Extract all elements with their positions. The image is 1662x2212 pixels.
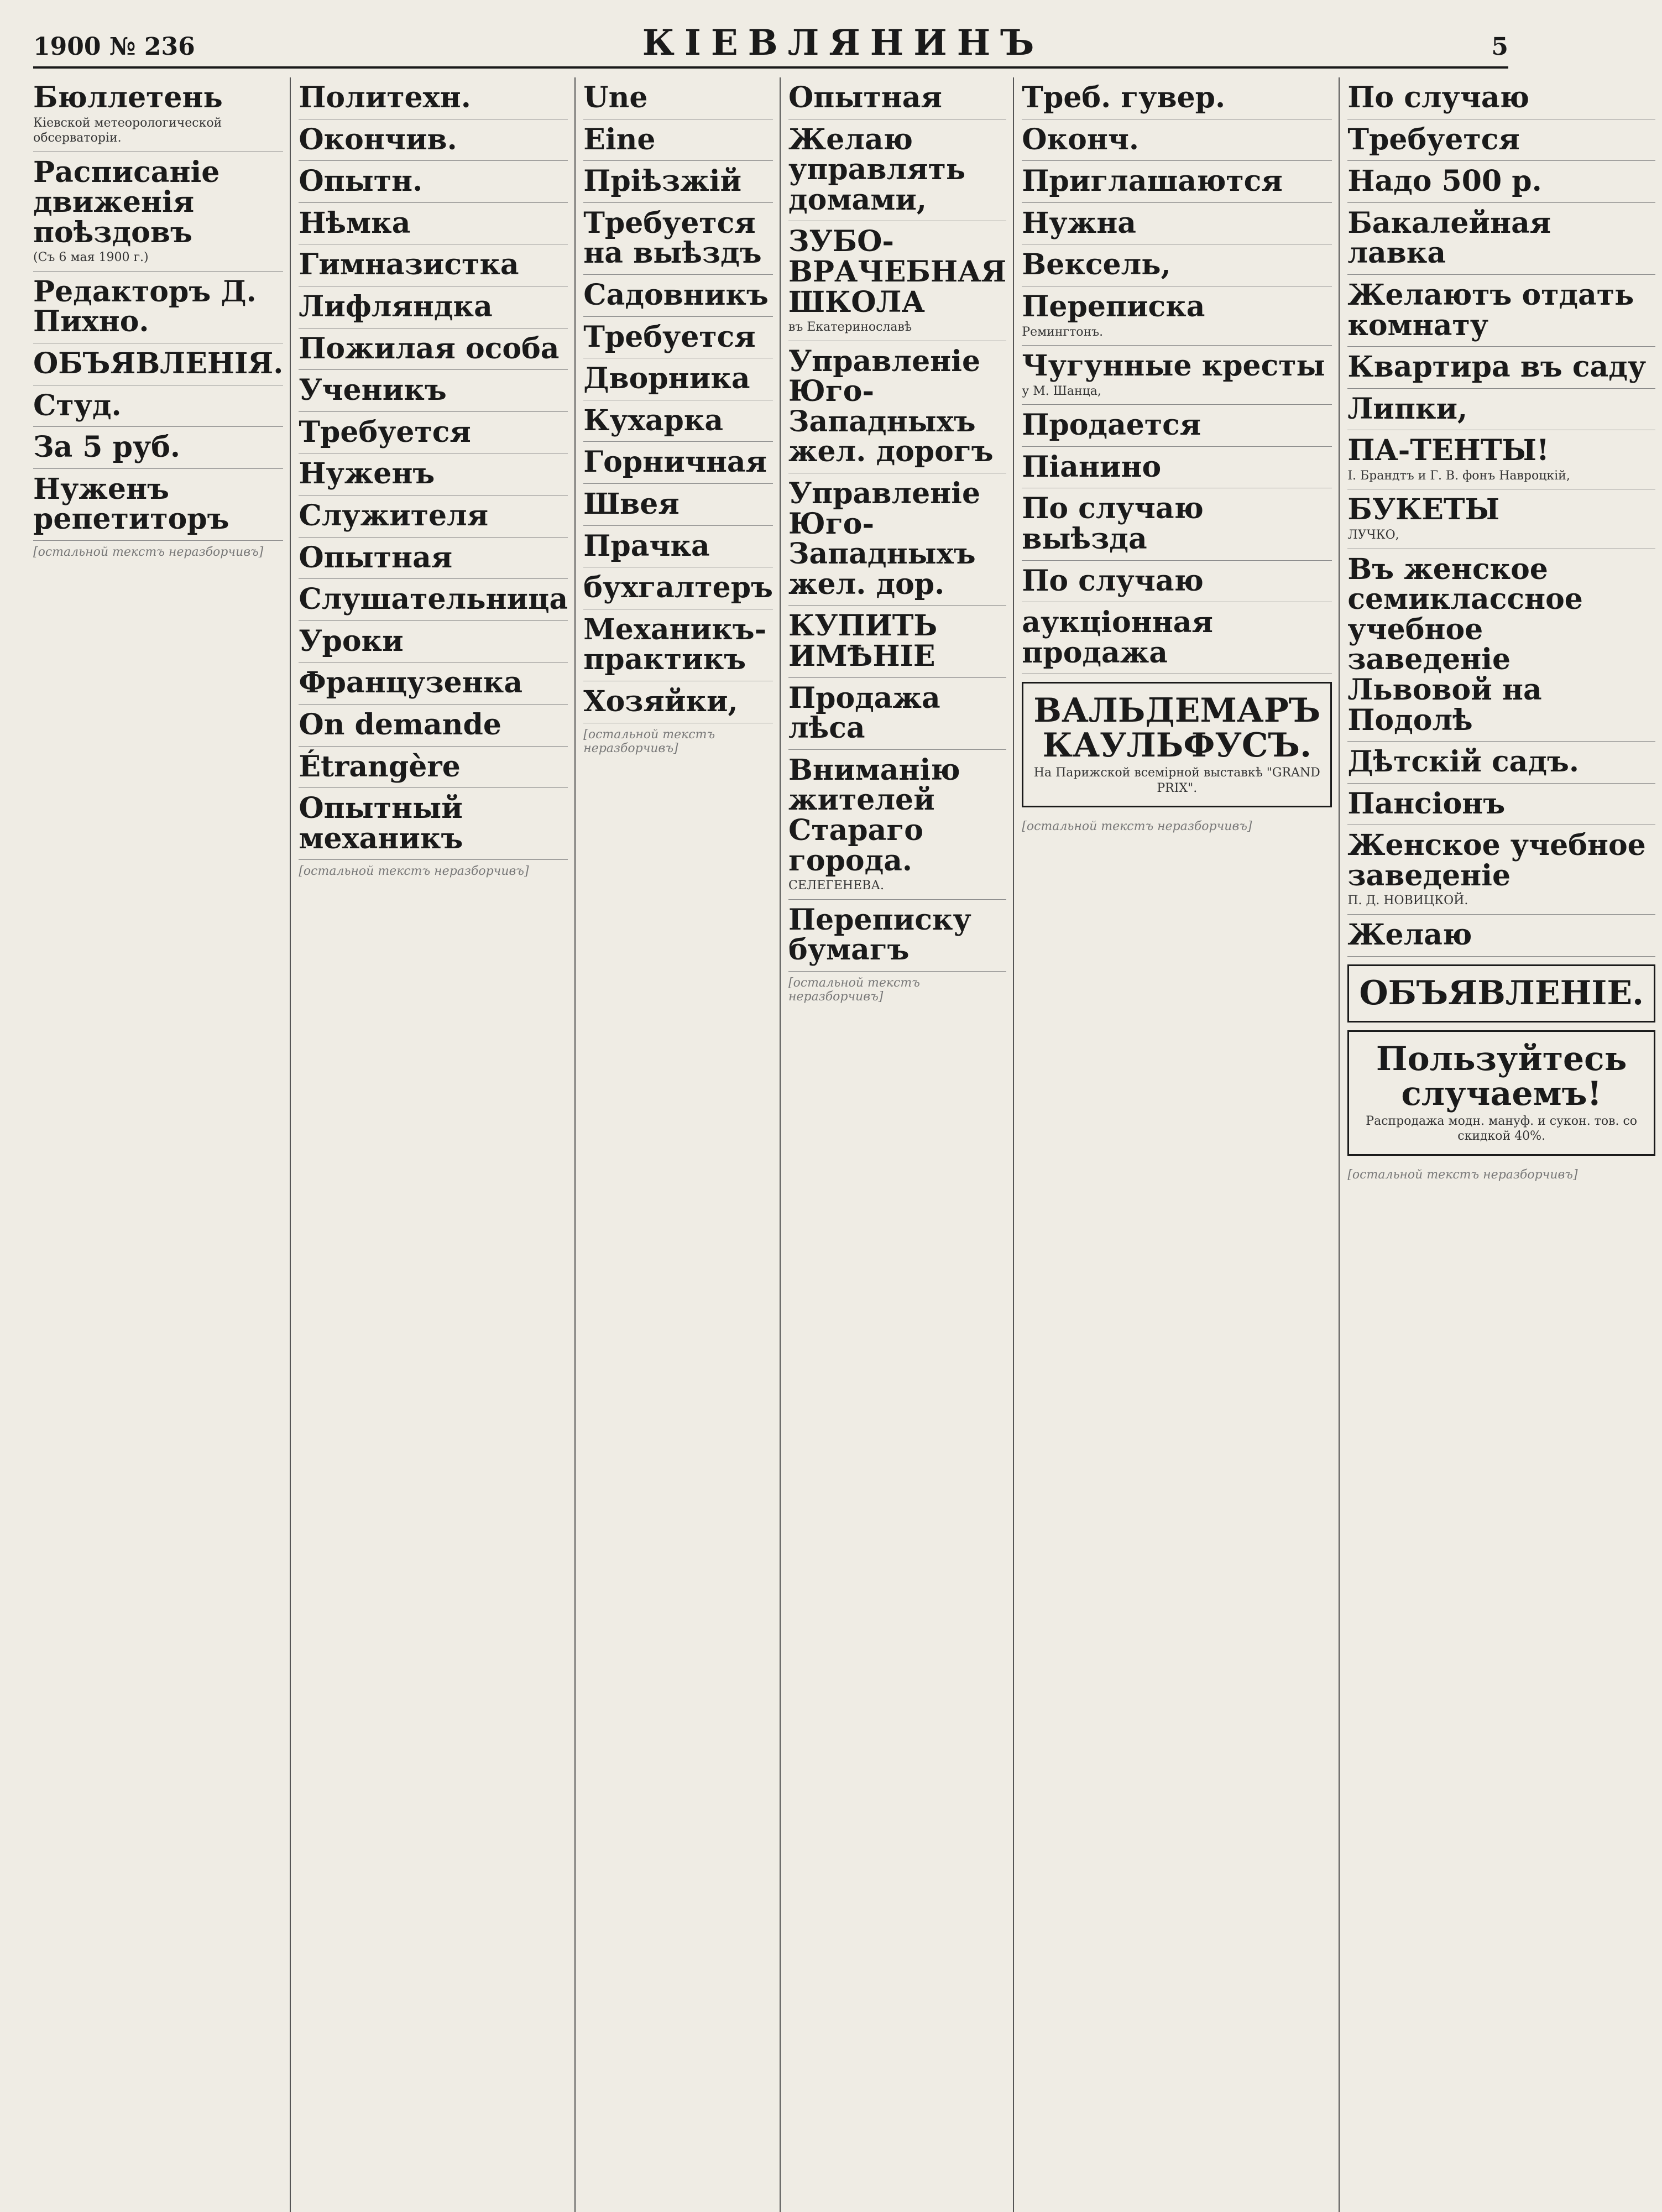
ad-headline: За 5 руб.	[33, 430, 181, 465]
classified-ad	[299, 328, 568, 371]
ad-body: СЕЛЕГЕНЕВА.	[788, 879, 884, 893]
ad-headline: Кухарка	[583, 403, 724, 437]
illegible-text-note: [остальной текстъ неразборчивъ]	[299, 864, 529, 879]
issue-number: 1900 № 236	[33, 33, 195, 61]
ad-headline: Пансіонъ	[1347, 786, 1506, 821]
classified-ad	[583, 484, 773, 526]
ad-headline: Вниманію жителей Стараго города.	[788, 753, 960, 878]
classified-ad	[788, 341, 1006, 473]
ad-headline: Піанино	[1022, 450, 1162, 484]
classified-ad	[583, 681, 773, 723]
ad-headline: ОБЪЯВЛЕНІЯ.	[33, 347, 284, 381]
ad-headline: Служителя	[299, 498, 489, 533]
ad-headline: Нѣмка	[299, 206, 411, 240]
classified-ad	[299, 747, 568, 789]
page-number: 5	[1491, 33, 1508, 61]
classified-ad	[33, 469, 283, 541]
display-ad-headline: Пользуйтесь случаемъ!	[1376, 1039, 1627, 1113]
classified-ad	[299, 370, 568, 412]
ad-headline: Приглашаются	[1022, 164, 1283, 199]
classified-ad	[299, 579, 568, 621]
classified-ad	[1022, 286, 1332, 346]
classified-ad	[1347, 742, 1655, 784]
classified-ad	[33, 385, 283, 427]
classified-ad	[583, 203, 773, 275]
column-2	[299, 77, 576, 2212]
classified-ad	[1022, 447, 1332, 489]
classified-ad	[1022, 602, 1332, 674]
classified-ad	[299, 705, 568, 747]
ad-headline: Механикъ-практикъ	[583, 612, 767, 677]
ad-body: въ Екатеринославѣ	[788, 320, 912, 335]
ad-headline: Прачка	[583, 529, 710, 563]
ad-headline: ЗУБО-ВРАЧЕБНАЯ ШКОЛА	[788, 225, 1007, 319]
ad-headline: On demande	[299, 707, 501, 742]
ad-headline: КУПИТЬ ИМѢНІЕ	[788, 609, 938, 673]
ad-headline: Требуется на выѣздъ	[583, 206, 762, 270]
ad-body: у М. Шанца,	[1022, 384, 1101, 398]
display-ad	[1022, 682, 1332, 807]
ad-headline: бухгалтеръ	[583, 571, 773, 605]
classified-ad	[33, 152, 283, 272]
column-6	[1347, 77, 1662, 2212]
ad-body: П. Д. НОВИЦКОЙ.	[1347, 894, 1468, 908]
display-ad	[1347, 964, 1655, 1022]
ad-headline: Французенка	[299, 666, 523, 700]
classified-ad	[1022, 77, 1332, 119]
classified-ad	[1347, 161, 1655, 203]
classified-ad	[299, 244, 568, 286]
ad-headline: Опытный механикъ	[299, 791, 463, 855]
ad-headline: Требуется	[299, 415, 471, 449]
classified-ad	[1347, 430, 1655, 489]
classified-ad	[299, 412, 568, 454]
classified-ad	[1347, 77, 1655, 119]
classified-ad	[299, 161, 568, 203]
classified-ad	[299, 538, 568, 580]
column-4	[788, 77, 1014, 2212]
ad-headline: Политехн.	[299, 81, 471, 114]
classified-ad	[33, 272, 283, 343]
masthead	[33, 22, 1508, 69]
classified-ad	[788, 900, 1006, 972]
ad-headline: По случаю	[1022, 564, 1204, 598]
ad-headline: Желаю	[1347, 917, 1472, 952]
illegible-text-note: [остальной текстъ неразборчивъ]	[788, 975, 920, 1004]
ad-columns	[33, 77, 1647, 2212]
display-ad-headline: ВАЛЬДЕМАРЪ КАУЛЬФУСЪ.	[1033, 691, 1321, 765]
classified-ad	[788, 678, 1006, 750]
ad-headline: Нужна	[1022, 206, 1136, 240]
classified-ad	[1022, 161, 1332, 203]
classified-ad	[583, 400, 773, 442]
classified-ad	[1022, 488, 1332, 560]
illegible-text-note: [остальной текстъ неразборчивъ]	[583, 727, 715, 755]
classified-ad	[1347, 825, 1655, 915]
ad-body: ЛУЧКО,	[1347, 528, 1399, 542]
classified-ad	[788, 606, 1006, 677]
ad-headline: Чугунные кресты	[1022, 349, 1325, 383]
ad-headline: Хозяйки,	[583, 684, 738, 718]
classified-ad	[583, 358, 773, 400]
ad-headline: Переписка	[1022, 289, 1205, 324]
classified-ad	[788, 77, 1006, 119]
ad-headline: Ученикъ	[299, 373, 447, 408]
classified-ad	[788, 119, 1006, 222]
ad-headline: Гимназистка	[299, 248, 519, 282]
ad-headline: Продается	[1022, 408, 1201, 442]
ad-headline: Квартира въ саду	[1347, 350, 1647, 384]
ad-headline: Требуется	[1347, 122, 1520, 156]
ad-headline: Слушательница	[299, 582, 568, 617]
ad-headline: Желаютъ отдать комнату	[1347, 278, 1634, 342]
ad-headline: Бюллетень	[33, 81, 223, 114]
ad-headline: Уроки	[299, 624, 404, 658]
ad-headline: Швея	[583, 487, 680, 521]
classified-ad	[1022, 346, 1332, 405]
ad-headline: Требуется	[583, 320, 756, 354]
classified-ad	[788, 221, 1006, 341]
classified-ad	[583, 567, 773, 609]
classified-ad	[1022, 561, 1332, 603]
illegible-text-note: [остальной текстъ неразборчивъ]	[1022, 820, 1252, 834]
classified-ad	[1347, 389, 1655, 431]
ad-body: Ремингтонъ.	[1022, 325, 1104, 339]
ad-headline: Желаю управлять домами,	[788, 122, 966, 217]
ad-headline: Садовникъ	[583, 278, 769, 312]
classified-ad	[1347, 275, 1655, 347]
ad-headline: Студ.	[33, 388, 122, 422]
ad-headline: Нуженъ репетиторъ	[33, 472, 229, 536]
ad-headline: Окончив.	[299, 122, 457, 156]
display-ad-body: На Парижской всемірной выставкѣ "GRAND PRIX".	[1033, 766, 1320, 795]
ad-headline: Расписаніе движенія поѣздовъ	[33, 155, 220, 249]
ad-headline: По случаю выѣзда	[1022, 492, 1204, 556]
classified-ad	[299, 662, 568, 705]
ad-headline: Пріѣзжій	[583, 164, 742, 199]
display-ad-body: Распродажа модн. мануф. и сукон. тов. со скидкой 40%.	[1366, 1114, 1638, 1144]
ad-body: (Съ 6 мая 1900 г.)	[33, 251, 149, 265]
ad-headline: Горничная	[583, 445, 767, 479]
classified-ad	[583, 119, 773, 161]
display-ad	[1347, 1030, 1655, 1156]
classified-ad	[1347, 784, 1655, 826]
ad-headline: Управленіе Юго-Западныхъ жел. дорогъ	[788, 344, 994, 469]
classified-ad	[1347, 549, 1655, 742]
illegible-text-note: [остальной текстъ неразборчивъ]	[33, 545, 264, 560]
ad-headline: Женское учебное заведеніе	[1347, 828, 1646, 893]
classified-ad	[1022, 119, 1332, 161]
classified-ad	[583, 526, 773, 568]
classified-ad	[33, 77, 283, 152]
ad-headline: Опытная	[299, 540, 453, 575]
classified-ad	[788, 750, 1006, 900]
classified-ad	[583, 161, 773, 203]
ad-headline: Опытная	[788, 81, 942, 114]
classified-ad	[583, 275, 773, 317]
illegible-text-note: [остальной текстъ неразборчивъ]	[1347, 1167, 1578, 1182]
ad-headline: Переписку бумагъ	[788, 902, 971, 967]
classified-ad	[583, 442, 773, 484]
classified-ad	[299, 286, 568, 328]
ad-headline: Пожилая особа	[299, 331, 560, 366]
classified-ad	[33, 427, 283, 469]
classified-ad	[583, 609, 773, 681]
ad-headline: Липки,	[1347, 392, 1468, 426]
ad-headline: ПА-ТЕНТЫ!	[1347, 434, 1549, 468]
ad-headline: Лифляндка	[299, 289, 493, 324]
ad-headline: Дѣтскій садъ.	[1347, 745, 1579, 779]
classified-ad	[299, 453, 568, 495]
classified-ad	[1347, 489, 1655, 549]
ad-headline: Управленіе Юго-Западныхъ жел. дор.	[788, 477, 981, 601]
ad-headline: Дворника	[583, 362, 750, 396]
display-ad-headline: ОБЪЯВЛЕНІЕ.	[1359, 973, 1644, 1013]
ad-headline: Нуженъ	[299, 457, 435, 491]
ad-body: I. Брандтъ и Г. В. фонъ Навроцкій,	[1347, 468, 1570, 483]
ad-headline: Вексель,	[1022, 248, 1171, 282]
ad-headline: Продажа лѣса	[788, 681, 940, 745]
ad-headline: Надо 500 р.	[1347, 164, 1542, 199]
classified-ad	[1022, 203, 1332, 245]
newspaper-title: КІЕВЛЯНИНЪ	[642, 22, 1044, 64]
ad-headline: Редакторъ Д. Пихно.	[33, 274, 257, 339]
ad-headline: Оконч.	[1022, 122, 1140, 156]
ad-headline: аукціонная продажа	[1022, 606, 1213, 670]
classified-ad	[299, 621, 568, 663]
classified-ad	[583, 77, 773, 119]
column-5	[1022, 77, 1340, 2212]
classified-ad	[299, 788, 568, 860]
classified-ad	[299, 495, 568, 538]
ad-headline: Въ женское семиклассное учебное заведеніе Львовой на Подолѣ	[1347, 552, 1583, 737]
classified-ad	[299, 77, 568, 119]
ad-headline: БУКЕТЫ	[1347, 493, 1500, 527]
classified-ad	[583, 317, 773, 359]
classified-ad	[33, 343, 283, 385]
ad-body: Кіевской метеорологической обсерваторіи.	[33, 116, 222, 145]
ad-headline: Une	[583, 81, 648, 114]
column-3	[583, 77, 781, 2212]
classified-ad	[1022, 405, 1332, 447]
column-1	[33, 77, 291, 2212]
classified-ad	[299, 203, 568, 245]
classified-ad	[299, 119, 568, 161]
ad-headline: Опытн.	[299, 164, 423, 199]
classified-ad	[1347, 915, 1655, 957]
classified-ad	[788, 473, 1006, 606]
ad-headline: Eine	[583, 122, 656, 156]
ad-headline: Бакалейная лавка	[1347, 206, 1551, 270]
ad-headline: Étrangère	[299, 749, 461, 784]
classified-ad	[1347, 203, 1655, 275]
classified-ad	[1347, 347, 1655, 389]
ad-headline: Треб. гувер.	[1022, 81, 1226, 114]
classified-ad	[1347, 119, 1655, 161]
classified-ad	[1022, 244, 1332, 286]
ad-headline: По случаю	[1347, 81, 1529, 114]
